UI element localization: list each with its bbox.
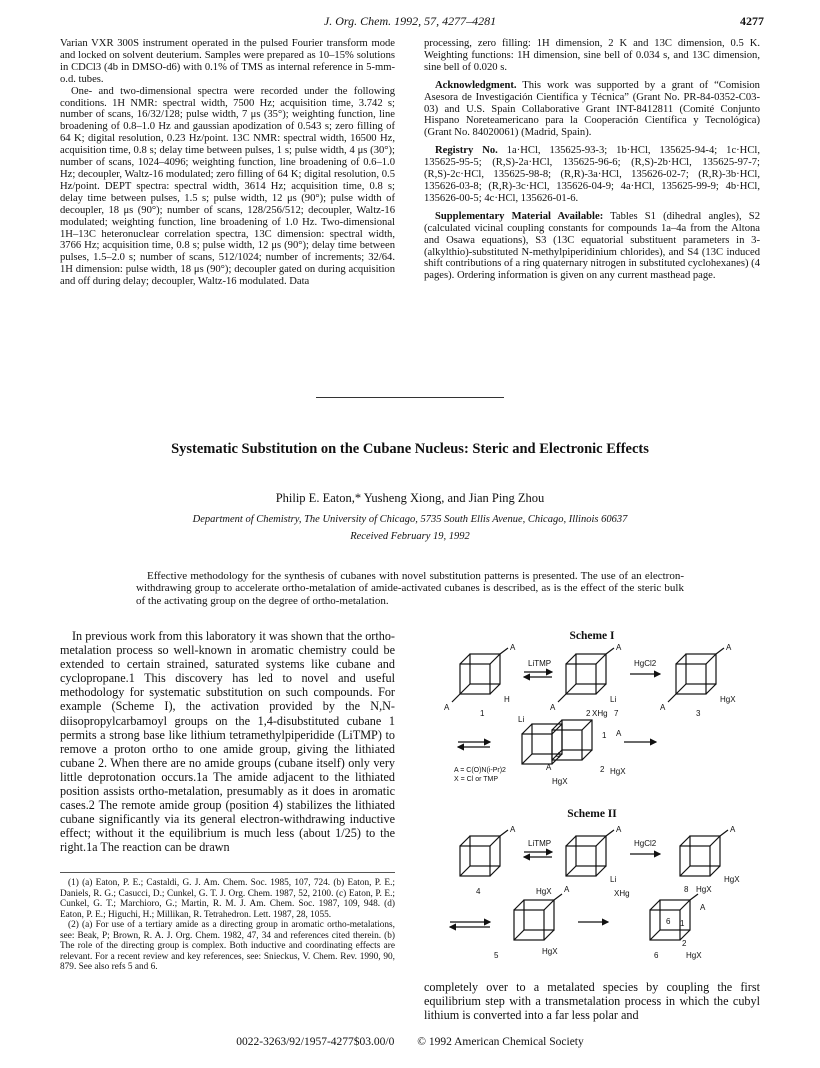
label-XHg: XHg bbox=[614, 889, 630, 898]
supplementary-text: Tables S1 (dihedral angles), S2 (calculated vicinal coupling constants for compounds 1a–4a from the Altona and Osawa equations), S3 (13C equatorial substituent parameters in 3-(alkylthio)-substituted N-methylpiperidinium chlorides), and S4 (13C induced shift contributions of a ring quaternary nitrogen in substituted cyclohexanes) (4 pages). Ordering information is given on any current masthead page. bbox=[424, 210, 760, 282]
received-date: Received February 19, 1992 bbox=[350, 531, 470, 542]
label-HgX: HgX bbox=[536, 887, 552, 896]
label-HgX: HgX bbox=[720, 695, 736, 704]
intro-paragraph: In previous work from this laboratory it was shown that the ortho-metalation process so well-known in aromatic chemistry could be extended to certain strained, saturated systems like cubane and cyclopropane.1 This discovery has led to novel and useful methodology for systematic substitution on such compounds. For example (Scheme I), the activation provided by the N,N-diisopropylcarbamoyl groups on the 1,4-disubstituted cubane 1 permits a strong base like lithium tetramethylpiperidide (LiTMP) to remove a proton ortho to one amide group, giving the lithiated cubane 2. When there are no amide groups (cubane itself) only very little deprotonation occurs.1a The amide adjacent to the lithiated position assists ortho-metalation, presumably as it does in aromatic cases.2 The remote amide group (position 4) stabilizes the lithiated cubane significantly via its general electron-withdrawing inductive effect; without it the equilibrium is much less (about 1/25) to the right.1a The reaction can be drawn bbox=[60, 629, 395, 855]
prev-article-right-column bbox=[424, 38, 760, 282]
label-A: A bbox=[444, 703, 450, 712]
label-A: A bbox=[510, 825, 516, 834]
reagent-hgcl2: HgCl2 bbox=[634, 659, 657, 668]
label-HgX: HgX bbox=[552, 777, 568, 786]
compound-4-label: 4 bbox=[476, 887, 481, 896]
position-2: 2 bbox=[682, 939, 687, 948]
position-7: 7 bbox=[614, 709, 619, 718]
label-HgX: HgX bbox=[542, 947, 558, 956]
reagent-hgcl2: HgCl2 bbox=[634, 839, 657, 848]
label-A: A bbox=[660, 703, 666, 712]
body-right-column: completely over to a metalated species by coupling the first equilibrium step with a transmetalation process in which the cubyl lithium is converted into a far less polar and bbox=[424, 980, 760, 1023]
label-A: A bbox=[550, 703, 556, 712]
cube-5 bbox=[514, 900, 554, 940]
scheme-2-diagram bbox=[424, 824, 760, 966]
prev-paragraph-2: One- and two-dimensional spectra were recorded under the following conditions. 1H NMR: spectral width, 7500 Hz; acquisition time, 3.742 s; number of scans, 16/32/128; pulse width, 7 μs (35°); weighting function, line broadening of 0.8–1.0 Hz and gaussian apodization of 0.543 s; zero filling of 64 K; digital resolution, 0.23 Hz/point. 13C NMR: spectral width, 16500 Hz, acquisition time, 0.8 s; delay time between pulses, 1 s; pulse width, 4 μs (30°); number of scans, 1024–4096; weighting function, line broadening of 0.6–1.0 Hz; decoupler, Waltz-16 modulated; zero filling of 64 K; digital resolution, 0.5 Hz/point. DEPT spectra: spectral width, 3614 Hz; acquisition time, 0.8 s; delay time between pulses, 1.5 s; pulse width, 12 μs (90°); pulse width of decoupler, 18 μs (90°); number of scans, 128/256/512; decoupler, Waltz-16 modulated; weighting function, line broadening of 1.0 Hz. Two-dimensional 1H–13C heteronuclear correlation spectra, 13C dimension: spectral width, 3766 Hz; acquisition time, 0.8 s; pulse width, 12 μs (90°); delay time between pulses, 1.5–2.0 s; number of scans, 512/1024; number of increments; 32/64. 1H dimension: pulse width, 18 μs (90°); decoupler gated on during acquisition and off during delay; decoupler, Waltz-16 modulated. Data bbox=[60, 85, 395, 288]
label-XHg: XHg bbox=[592, 709, 608, 718]
scheme-1-title: Scheme I bbox=[569, 630, 615, 642]
supplementary-material bbox=[424, 211, 760, 282]
cube-mercurated bbox=[680, 836, 720, 876]
running-header: J. Org. Chem. 1992, 57, 4277–4281 bbox=[323, 14, 497, 28]
label-H: H bbox=[504, 695, 510, 704]
label-A: A bbox=[700, 903, 706, 912]
article-authors: Philip E. Eaton,* Yusheng Xiong, and Jian Ping Zhou bbox=[275, 491, 545, 505]
cube-1 bbox=[460, 654, 500, 694]
prev-continuation: processing, zero filling: 1H dimension, 2 K and 13C dimension, 0.5 K. Weighting functions: 1H dimension, sine bell of 0.034 s, and 13C dimension, sine bell of 0.020 s. bbox=[424, 38, 760, 73]
scheme-2-title: Scheme II bbox=[567, 808, 617, 820]
label-A: A bbox=[730, 825, 736, 834]
position-8: 8 bbox=[684, 885, 689, 894]
label-HgX: HgX bbox=[724, 875, 740, 884]
registry-heading: Registry No. bbox=[435, 145, 498, 157]
reagent-litmp: LiTMP bbox=[528, 659, 552, 668]
label-Li: Li bbox=[518, 715, 525, 724]
compound-2-label: 2 bbox=[586, 709, 591, 718]
position-2: 2 bbox=[600, 765, 605, 774]
position-4: 4 bbox=[556, 751, 561, 760]
label-A: A bbox=[616, 729, 622, 738]
article-title: Systematic Substitution on the Cubane Nucleus: Steric and Electronic Effects bbox=[171, 441, 649, 457]
label-A: A bbox=[616, 644, 622, 652]
footnote-2: (2) (a) For use of a tertiary amide as a directing group in aromatic ortho-metalations, see: Beak, P; Brown, R. A. J. Org. Chem. 1982, 47, 34 and references cited therein. (b) The role of the directing group is complex. Both inductive and coordinating effects are relevant. For a recent review and key references, see: Snieckus, V. Chem. Rev. 1990, 90, 879. See also refs 5 and 6. bbox=[60, 920, 395, 972]
prev-paragraph-1: Varian VXR 300S instrument operated in the pulsed Fourier transform mode and locked on solvent deuterium. Samples were prepared as 10–15% solutions in CDCl3 (4b in DMSO-d6) with 0.1% of TMS as internal reference in 5-mm-o.d. tubes. bbox=[60, 38, 395, 85]
scheme-1-diagram bbox=[424, 644, 760, 790]
footnote-1: (1) (a) Eaton, P. E.; Castaldi, G. J. Am. Chem. Soc. 1985, 107, 724. (b) Eaton, P. E.; Daniels, R. G.; Casucci, D.; Cunkel, G. T. J. Org. Chem. 1987, 52, 2100. (c) Eaton, P. E.; Cunkel, G. T.; Marchioro, G.; Martin, R. M. J. Am. Chem. Soc. 1987, 109, 948. (d) Eaton, P. E.; Higuchi, H.; Millikan, R. Tetrahedron. Lett. 1987, 28, 1055. bbox=[60, 878, 395, 920]
position-1: 1 bbox=[680, 919, 685, 928]
compound-3-label: 3 bbox=[696, 709, 701, 718]
label-Li: Li bbox=[610, 695, 617, 704]
cube-lithiated bbox=[566, 836, 606, 876]
footnotes bbox=[60, 878, 395, 973]
label-A: A bbox=[564, 885, 570, 894]
scheme-1-legend-A: A = C(O)N(i-Pr)2 bbox=[454, 767, 506, 774]
label-A: A bbox=[726, 644, 732, 652]
cube-2 bbox=[566, 654, 606, 694]
acknowledgment bbox=[424, 80, 760, 140]
label-A: A bbox=[616, 825, 622, 834]
label-HgX: HgX bbox=[696, 885, 712, 894]
position-1: 1 bbox=[602, 731, 607, 740]
body-left-column bbox=[60, 629, 395, 855]
abstract: Effective methodology for the synthesis of cubanes with novel substitution patterns is presented. The use of an electron-withdrawing group to accelerate ortho-metalation of amide-activated cubanes is described, as is the effect of the steric bulk of the activating group on the degree of ortho-metalation. bbox=[136, 570, 684, 607]
prev-article-left-column bbox=[60, 38, 395, 288]
footnote-rule bbox=[60, 872, 395, 873]
label-A: A bbox=[510, 644, 516, 652]
cube-4 bbox=[460, 836, 500, 876]
copyright-notice: © 1992 American Chemical Society bbox=[417, 1036, 584, 1048]
registry-text: 1a·HCl, 135625-93-3; 1b·HCl, 135625-94-4; 1c·HCl, 135625-95-5; (R,S)-2a·HCl, 135625-96-6; (R,S)-2b·HCl, 135625-97-7; (R,S)-2c·HCl, 135625-98-8; (R,R)-3a·HCl, 135626-02-7; (R,R)-3b·HCl, 135626-03-8; (R,R)-3c·HCl, 135626-04-9; 4a·HCl, 135625-99-9; 4b·HCl, 135626-00-5; 4c·HCl, 135626-01-6. bbox=[424, 145, 760, 204]
registry-numbers bbox=[424, 145, 760, 205]
label-A: A bbox=[546, 763, 552, 772]
scheme-1-legend-X: X = Cl or TMP bbox=[454, 776, 499, 783]
supplementary-heading: Supplementary Material Available: bbox=[435, 210, 604, 222]
position-6: 6 bbox=[666, 917, 671, 926]
reagent-litmp: LiTMP bbox=[528, 839, 552, 848]
compound-6-label: 6 bbox=[654, 951, 659, 960]
label-Li: Li bbox=[610, 875, 617, 884]
article-code: 0022-3263/92/1957-4277$03.00/0 bbox=[236, 1036, 395, 1048]
article-separator bbox=[316, 397, 504, 398]
label-HgX: HgX bbox=[686, 951, 702, 960]
compound-5-label: 5 bbox=[494, 951, 499, 960]
label-HgX: HgX bbox=[610, 767, 626, 776]
acknowledgment-text: This work was supported by a grant of “Comision Asesora de Investigación Científica y Técnica” (Grant No. PR-84-0352-C03-03) and U.S. Spain Collaborative Grant INT-8412811 (Comité Conjunto Hispano Noreteamericano para la Cooperación Científica y Tecnológica) (Grant No. 84020061) (Madrid, Spain). bbox=[424, 79, 760, 139]
page-footer bbox=[0, 1036, 820, 1048]
cube-3 bbox=[676, 654, 716, 694]
article-affiliation: Department of Chemistry, The University of Chicago, 5735 South Ellis Avenue, Chicago, Illinois 60637 bbox=[192, 514, 628, 525]
compound-1-label: 1 bbox=[480, 709, 485, 718]
acknowledgment-heading: Acknowledgment. bbox=[435, 79, 517, 91]
page-number: 4277 bbox=[740, 14, 764, 28]
